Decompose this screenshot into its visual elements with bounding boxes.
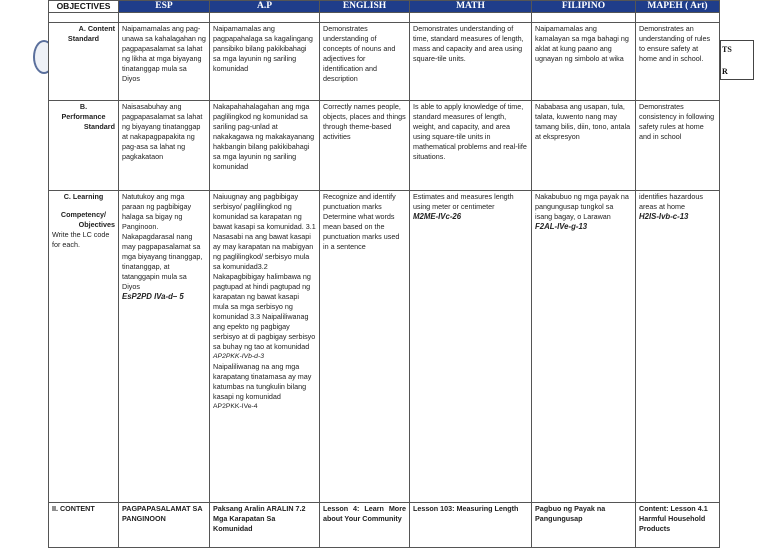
header-row (49, 1, 720, 13)
learning-competency-note: Write the LC code for each. (52, 230, 110, 249)
performance-standard-label-line1: B. (79, 102, 88, 111)
header-mapeh: MAPEH ( Art) (636, 1, 720, 13)
learning-competency-math (410, 191, 532, 503)
content-mapeh: Content: Lesson 4.1 Harmful Household Products (636, 503, 720, 548)
background-text-1: TS (722, 45, 732, 54)
background-text-2: R (722, 67, 728, 76)
mapeh-lc-code: H2IS-Ivb-c-13 (639, 212, 689, 221)
performance-standard-ap: Nakapahahalagahan ang mga paglilingkod ng komunidad sa sariling pag-unlad at nakakagawa ng makakayanang hakbangin bilang pakikibahagi sa mga layunin ng sariling komunidad (210, 101, 320, 191)
learning-competency-esp (119, 191, 210, 503)
performance-standard-math: Is able to apply knowledge of time, standard measures of length, weight, and capacity, and area using square-tile units in mathematical problems and real-life situations. (410, 101, 532, 191)
content-ap: Paksang Aralin ARALIN 7.2 Mga Karapatan Sa Komunidad (210, 503, 320, 548)
content-standard-esp: Naipamamalas ang pag-unawa sa kahalagahan ng pagpapasalamat sa lahat ng likha at mga biyayang tinatanggap mula sa Diyos (119, 23, 210, 101)
spacer-row (49, 13, 720, 23)
esp-lc-code: EsP2PD IVa-d– 5 (122, 292, 184, 301)
learning-competency-label-line3: Objectives (78, 220, 115, 229)
learning-competency-english: Recognize and identify punctuation marks Determine what words mean based on the punctuation marks used in a sentence (320, 191, 410, 503)
mapeh-competency-text: identifies hazardous areas at home (639, 192, 703, 211)
ap-competency-text-2: Naipaliliwanag na ang mga karapatang tinatamasa ay may katumbas na tungkulin bilang kasapi ng komunidad (213, 362, 312, 401)
content-standard-label-line1: A. Content (78, 24, 115, 33)
header-math: MATH (410, 1, 532, 13)
content-standard-english: Demonstrates understanding of concepts of nouns and adjectives for identification and description (320, 23, 410, 101)
content-standard-label (49, 23, 119, 101)
header-objectives: OBJECTIVES (49, 1, 119, 13)
performance-standard-mapeh: Demonstrates consistency in following safety rules at home and in school (636, 101, 720, 191)
performance-standard-english: Correctly names people, objects, places and things through theme-based activities (320, 101, 410, 191)
esp-competency-text: Natutukoy ang mga paraan ng pagbibigay halaga sa bigay ng Panginoon. Nakapagdarasal nang may pagpapasalamat sa mga biyayang tinanggap, tinatanggap, at tatanggapin mula sa Diyos (122, 192, 203, 291)
content-standard-label-line2: Standard (67, 34, 100, 43)
performance-standard-filipino: Nababasa ang usapan, tula, talata, kuwento nang may tamang bilis, diin, tono, antala at ekspresyon (532, 101, 636, 191)
learning-competency-filipino (532, 191, 636, 503)
content-standard-filipino: Naipamamalas ang kamalayan sa mga bahagi ng aklat at kung paano ang ugnayan ng simbolo at wika (532, 23, 636, 101)
learning-competency-label-line1: C. Learning (63, 192, 104, 201)
ap-lc-code-2: AP2PKK-IVe-4 (213, 403, 258, 410)
content-english: Lesson 4: Learn More about Your Community (320, 503, 410, 548)
math-lc-code: M2ME-IVc-26 (413, 212, 462, 221)
content-filipino: Pagbuo ng Payak na Pangungusap (532, 503, 636, 548)
filipino-competency-text: Nakabubuo ng mga payak na pangungusap tungkol sa isang bagay, o Larawan (535, 192, 629, 221)
math-competency-text: Estimates and measures length using meter or centimeter (413, 192, 514, 211)
learning-competency-label (49, 191, 119, 503)
content-math: Lesson 103: Measuring Length (410, 503, 532, 548)
performance-standard-label-line2: Performance (61, 112, 106, 121)
learning-competency-label-line2: Competency/ (60, 210, 107, 219)
learning-competency-ap (210, 191, 320, 503)
content-standard-ap: Naipamamalas ang pagpapahalaga sa kagalingang pansibiko bilang pakikibahagi sa mga layunin ng sariling komunidad (210, 23, 320, 101)
performance-standard-label-line3: Standard (83, 122, 115, 131)
learning-competency-mapeh (636, 191, 720, 503)
filipino-lc-code: F2AL-IVe-g-13 (535, 222, 588, 231)
ap-competency-text-1: Naiuugnay ang pagbibigay serbisyo/ paglilingkod ng komunidad sa karapatan ng bawat kasapi sa komunidad. 3.1 Nasasabi na ang bawat kasapi ay may karapatan na mabigyan ng paglilingkod/ serbisyo mula sa komunidad3.2 Nakapagbibigay halimbawa ng pagtupad at hindi pagtupad ng karapatan ng bawat kasapi mula sa mga serbisyo ng komunidad 3.3 Naipaliliwanag ang epekto ng pagbigay serbisyo at di pagbigay serbisyo sa buhay ng tao at komunidad (213, 192, 316, 351)
content-row (49, 503, 720, 548)
header-ap: A.P (210, 1, 320, 13)
performance-standard-label (49, 101, 119, 191)
header-english: ENGLISH (320, 1, 410, 13)
header-filipino: FILIPINO (532, 1, 636, 13)
performance-standard-esp: Naisasabuhay ang pagpapasalamat sa lahat ng biyayang tinatanggap at nakapagpapakita ng pag-asa sa lahat ng pagkakataon (119, 101, 210, 191)
content-standard-row (49, 23, 720, 101)
content-label: II. CONTENT (49, 503, 119, 548)
lesson-plan-table (48, 0, 720, 548)
ap-lc-code-1: AP2PKK-IVb-d-3 (213, 353, 264, 360)
performance-standard-row (49, 101, 720, 191)
content-standard-math: Demonstrates understanding of time, standard measures of length, mass and capacity and area using square-tile units. (410, 23, 532, 101)
header-esp: ESP (119, 1, 210, 13)
learning-competency-row (49, 191, 720, 503)
content-esp: PAGPAPASALAMAT SA PANGINOON (119, 503, 210, 548)
content-standard-mapeh: Demonstrates an understanding of rules to ensure safety at home and in school. (636, 23, 720, 101)
